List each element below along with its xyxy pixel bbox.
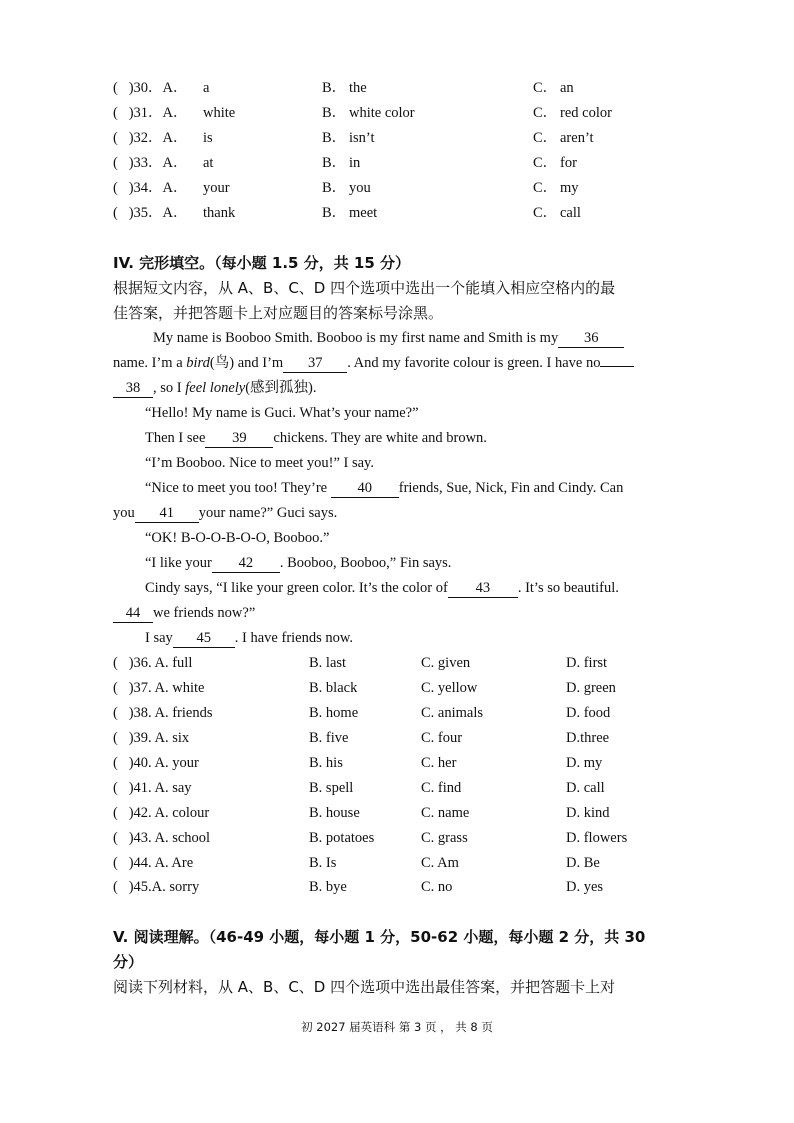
question-row [0,176,794,201]
question-row [0,776,794,801]
blank-44: 44 [113,604,153,623]
question-row [0,101,794,126]
answer-paren: ( )43. A. school [113,830,211,846]
option-c: C. animals [421,705,484,721]
blank-45: 45 [173,629,235,648]
passage-line: Then I see 39 chickens. They are white and brown. [145,430,487,446]
option-b-letter: B． [322,180,347,196]
option-a: at [203,155,214,171]
option-b: B. house [309,805,360,821]
blank-38: 38 [113,379,153,398]
option-b: you [349,180,371,196]
passage-line: “OK! B-O-O-B-O-O, Booboo.” [145,530,330,546]
passage-line: 38 , so I feel lonely(感到孤独). [113,376,685,401]
answer-paren: ( )38. A. friends [113,705,213,721]
answer-paren: ( )39. A. six [113,730,190,746]
option-c: C. Am [421,855,459,871]
option-b-letter: B． [322,105,347,121]
answer-paren: ( )37. A. white [113,680,205,696]
question-row [0,676,794,701]
page-footer: 初 2027 届英语科 第 3 页 ， 共 8 页 [301,1020,493,1034]
question-row [0,151,794,176]
option-c: aren’t [560,130,594,146]
option-c: red color [560,105,612,121]
answer-paren: ( )32．A． [113,130,188,146]
option-d: D. kind [566,805,610,821]
option-c: C. no [421,879,453,895]
answer-paren: ( )33．A． [113,155,188,171]
option-b: meet [349,205,378,221]
passage-line: you 41 your name?” Guci says. [113,505,338,521]
passage-line: name. I’m a bird(鸟) and I’m 37 . And my favorite colour is green. I have no [113,351,685,376]
option-a: a [203,80,210,96]
blank-39: 39 [205,429,273,448]
answer-paren: ( )35．A． [113,205,188,221]
option-c-letter: C． [533,105,558,121]
question-row [0,826,794,851]
question-row [0,751,794,776]
option-c: C. grass [421,830,468,846]
option-c: C. her [421,755,457,771]
option-d: D. yes [566,879,604,895]
answer-paren: ( )36. A. full [113,655,193,671]
option-b: B. his [309,755,343,771]
passage-line: I say 45 . I have friends now. [145,630,354,646]
passage-line: “I’m Booboo. Nice to meet you!” I say. [145,455,374,471]
option-c: an [560,80,574,96]
option-b: the [349,80,367,96]
option-b: B. bye [309,879,347,895]
passage-line: “Nice to meet you too! They’re 40 friends, Sue, Nick, Fin and Cindy. Can [145,480,624,496]
option-b: B. Is [309,855,337,871]
option-c: C. four [421,730,463,746]
option-b: B. home [309,705,359,721]
blank-38-start [600,366,634,367]
answer-paren: ( )44. A. Are [113,855,194,871]
blank-43: 43 [448,579,518,598]
option-c-letter: C． [533,155,558,171]
answer-paren: ( )30．A． [113,80,188,96]
question-row [0,651,794,676]
passage-line: 44 we friends now?” [113,601,685,626]
blank-40: 40 [331,479,399,498]
blank-37: 37 [283,354,347,373]
option-b: in [349,155,361,171]
section-5-title-line-2: 分） [113,953,144,971]
passage-line: “Hello! My name is Guci. What’s your name?” [145,405,419,421]
option-c-letter: C． [533,180,558,196]
option-a: thank [203,205,236,221]
question-row [0,801,794,826]
option-b: B. last [309,655,347,671]
blank-42: 42 [212,554,280,573]
answer-paren: ( )45.A. sorry [113,879,200,895]
option-b: B. potatoes [309,830,375,846]
option-c: call [560,205,581,221]
option-d: D. green [566,680,616,696]
question-row [0,726,794,751]
option-b: isn’t [349,130,375,146]
option-d: D. flowers [566,830,628,846]
section-5-title-line-1: V. 阅读理解。（46-49 小题，每小题 1 分，50-62 小题，每小题 2 分，共 30 [113,928,646,946]
section-4-instruction-line-1: 根据短文内容，从 A、B、C、D 四个选项中选出一个能填入相应空格内的最 [113,279,616,297]
option-b-letter: B． [322,80,347,96]
option-b-letter: B． [322,130,347,146]
section-5-instruction: 阅读下列材料，从 A、B、C、D 四个选项中选出最佳答案，并把答题卡上对 [113,978,616,996]
question-row [0,701,794,726]
passage-line: “I like your 42 . Booboo, Booboo,” Fin says. [145,555,452,571]
option-c: C. name [421,805,470,821]
option-c: C. given [421,655,471,671]
option-d: D. food [566,705,611,721]
option-d: D.three [566,730,610,746]
question-row [0,851,794,876]
option-b: B. spell [309,780,354,796]
question-row [0,126,794,151]
option-c: for [560,155,577,171]
option-a: is [203,130,213,146]
option-d: D. first [566,655,608,671]
blank-36: 36 [558,329,624,348]
passage-line: Cindy says, “I like your green color. It’s the color of 43 . It’s so beautiful. [145,580,619,596]
option-b-letter: B． [322,205,347,221]
answer-paren: ( )40. A. your [113,755,199,771]
option-a: white [203,105,236,121]
answer-paren: ( )31．A． [113,105,188,121]
section-4-title: IV. 完形填空。（每小题 1.5 分，共 15 分） [113,254,411,272]
option-b: white color [349,105,415,121]
answer-paren: ( )42. A. colour [113,805,210,821]
option-d: D. my [566,755,603,771]
answer-paren: ( )41. A. say [113,780,192,796]
passage-line: My name is Booboo Smith. Booboo is my first name and Smith is my 36 [113,326,685,351]
option-b: B. black [309,680,358,696]
option-c-letter: C． [533,205,558,221]
option-c: my [560,180,579,196]
option-c: C. yellow [421,680,478,696]
option-c-letter: C． [533,80,558,96]
option-d: D. call [566,780,605,796]
question-row [0,76,794,101]
option-b: B. five [309,730,349,746]
option-c: C. find [421,780,462,796]
blank-41: 41 [135,504,199,523]
question-row [0,875,794,900]
option-c-letter: C． [533,130,558,146]
option-d: D. Be [566,855,600,871]
option-a: your [203,180,230,196]
question-row [0,201,794,226]
section-4-instruction-line-2: 佳答案，并把答题卡上对应题目的答案标号涂黑。 [113,304,444,322]
option-b-letter: B． [322,155,347,171]
answer-paren: ( )34．A． [113,180,188,196]
